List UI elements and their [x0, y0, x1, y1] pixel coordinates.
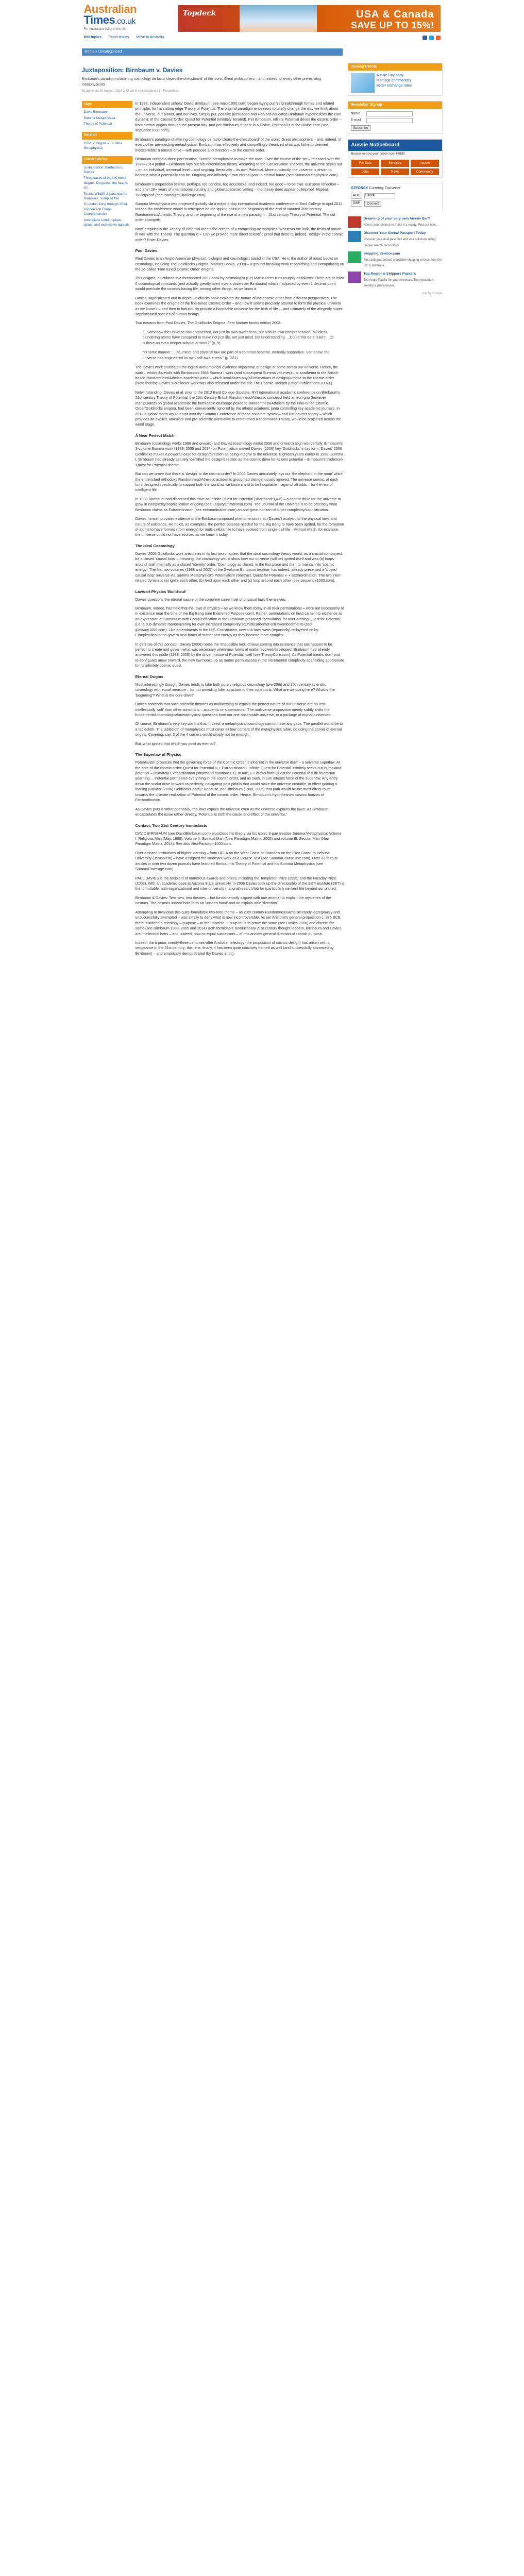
- noticeboard-title[interactable]: Aussie Noticeboard: [348, 140, 442, 151]
- events-image: [351, 73, 375, 93]
- paragraph: This enigma, elucidated in a foreshorted 2007 book by cosmologist (Sir) Martin Rees runs roughly as follows: There are at least 6 cosmological constants (and actually greatly over) over a dozen per Birnbaum) which if adjusted by even 1 decimal point would preclude the cosmos having life, among other things, as we know it.: [135, 276, 344, 292]
- twitter-icon[interactable]: [429, 36, 434, 40]
- post-title: Juxtaposition: Birnbaum v. Davies: [81, 66, 183, 74]
- promo-title[interactable]: Dreaming of your very own Aussie Bar?: [363, 217, 430, 221]
- events-box: [348, 63, 443, 96]
- paragraph: Davies questions the eternal nature of the complete current set of physical laws themselves.: [135, 597, 286, 602]
- article-body: [136, 101, 345, 960]
- currency-converter: [348, 183, 442, 211]
- logo-line2: Times: [83, 13, 115, 26]
- promo-image: [348, 251, 361, 263]
- facebook-icon[interactable]: [422, 36, 427, 40]
- promo-title[interactable]: Shipping Service.com: [363, 251, 400, 256]
- logo-domain: .co.uk: [115, 17, 136, 26]
- promo-image: [348, 231, 361, 242]
- to-currency-select[interactable]: GBP: [351, 200, 363, 207]
- paragraph: Birnbaum & Davies: Two men, two theories – but fundamentally aligned with one another to explain the mysteries of the cosmos. The cosmos indeed hold forth an 'unseen hand' and an explain-able 'direction'.: [135, 895, 331, 906]
- section-heading: A Near Perfect Match: [135, 433, 175, 438]
- tags-list: [82, 108, 132, 129]
- paragraph: Summa Metaphysica was projected globally via a major 4-day international Academic conference at Bard College in April 2012. Indeed the conference would in retrospect be the tipping point in the beginning-of-the-end of vaunted 20th century Randomness/Atheistic Theory, and the beginning of the rise of a new paradigm – 21st century Theory of Potential. The cut order changeth.: [135, 201, 344, 223]
- events-content: [348, 71, 442, 95]
- nav-move-to-australia[interactable]: Move to Australia: [136, 36, 164, 40]
- newsletter-form: [348, 109, 442, 133]
- paragraph: In 1988, independent scholar David Birnbaum (see major1000.com) began laying out his breakthrough formal and related principles for his cutting edge Theory of Potential. The original paradigm endeavors to briefly change the way we think about the universe, our planet, and our lives. Simply put, positive persuaded and Harvard-educated Birnbaum hypothesizes the core dynamic of the Cosmic Order: Quest for Potential (infinitely iterated). Per Birnbaum, infinite Potential drives the cosmic order – from eternal origins through the present day. And per Birnbaum, if there is a Divine, Potential is at the Divine core (see sequence1000.com).: [135, 101, 342, 133]
- paragraph: Davies contends that such scientific theories as multiversing to explain the perfect nature of our universe are no less intellectually 'soft' than other constructs – academic or supernatural. The multiverse proposition merely subtly shifts the fundamental cosmological/metaphysical questions from our one observable universe, to a package of myriad universes.: [135, 702, 331, 717]
- email-label: E-mail: [350, 118, 361, 123]
- converter-subtitle: Currency Converter: [369, 187, 401, 191]
- promo-title[interactable]: Top Regional Shippers Packers: [363, 272, 416, 276]
- nav-hot-topics[interactable]: Hot topics: [83, 36, 102, 40]
- paragraph: Davies' 2006 Goldilocks work articulates in its last two chapters that the ideal cosmology theory would, as a crucial component, be a closed 'causal loop' – meaning, the cosmology would show how our universe (will be) ignited itself and was (b) loops-around itself internally as a closed 'eternity' order. 'Cosmology as closed: in the first place and then to maintain' its 'cosmic energy'. The first two volumes (1988 and 2005) of the 3-volume Birnbaum treatise, has indeed, already presented a 'closed causal loop' universe via Summa Metaphysica's Potentialism construct. Quest for Potential ∞ + Extraordination. The two inter-related dynamics (a) ignite each other, (b) feed upon each other and (c) loop around each other (see sequence1000.com).: [135, 551, 343, 583]
- section-heading: The Superlaw of Physics: [135, 752, 181, 757]
- latest-item[interactable]: Juxtaposition: Birnbaum v. Davies: [83, 165, 123, 174]
- logo-line1: Australian: [83, 3, 137, 15]
- tag-item[interactable]: Theory of Potential: [83, 122, 112, 126]
- site-logo[interactable]: [83, 3, 156, 31]
- logo-tagline: For Australians living in the UK: [83, 28, 126, 31]
- promo-item[interactable]: [348, 272, 443, 289]
- noticeboard-category[interactable]: Travel: [381, 168, 409, 175]
- header-ad-banner[interactable]: [178, 5, 441, 32]
- post-lead: Birnbaum's paradigm-shattering cosmology de facto 'clears-the-chessboard' of the iconic Great philosophers – and, indeed, of every other pre-existing metaphysicists.: [81, 77, 322, 87]
- noticeboard-box: [348, 139, 443, 178]
- paragraph: Davies' sophisticated and in-depth Goldilocks book explores the nature of the cosmic order from different perspectives. The book examines the enigma of the fine-tuned Cosmic Order – and how it seems precisely attuned to form the physical universe as we know it – and then to fortuitously provide a hospitable universe for the birth of life ... and ultimately of the allegedly super-sophisticated species of human beings.: [135, 295, 344, 316]
- breadcrumb-section[interactable]: Uncategorised: [98, 50, 122, 54]
- noticeboard-category[interactable]: For Sale: [351, 160, 380, 166]
- tag-item[interactable]: Summa Metaphysica: [83, 116, 115, 120]
- paragraph: Of course, Birnbaum's very key point is that, indeed, a metaphysics/cosmology cannot have any gaps. The parallel would be to a tablecloth. The tablecloth of metaphysics must cover all four corners of the metaphysics table, including the corner of eternal origins. Covering, say, 3 of the 4 corners would simply not be enough.: [135, 721, 343, 737]
- banner-photo: [240, 5, 317, 32]
- section-heading: The Ideal Cosmology: [135, 543, 175, 548]
- breadcrumb-home[interactable]: Home: [84, 50, 95, 54]
- sponsored-links: [348, 216, 443, 296]
- section-heading: Eternal Origins: [135, 674, 163, 679]
- tags-heading: Tags: [82, 101, 132, 108]
- email-field[interactable]: [366, 118, 413, 123]
- left-sidebar: [82, 101, 132, 230]
- post-meta: By admin on 20 August, 2014 3:42 am in Uncategorised | 0 Responses: [81, 89, 179, 93]
- promo-image: [348, 216, 361, 228]
- breadcrumb-sep: »: [94, 50, 98, 54]
- paragraph: Birnbaum (cosmology works 1988 and onward) and Davies (cosmology works 2006 and onward) align wonderfully. Birnbaum's 3-volume Summa work (1988, 2005 and 2014) on Potentialism moved Davies (2006) key 'Goldilocks' in lay form: Davies' 2006 Goldilocks makes a powerful case for design/direction as being integral to the universe. Eighteen years earlier in 1988, Summa I, Birnbaum had already astutely identified the design/direction as the cosmic drive for its own potential – Birnbaum's trademark 'Quest for Potential' theme.: [135, 440, 344, 467]
- paragraph: Attempting to invalidate this quite-formidable two-tone theme – as 20th century Randomness/Atheism rarely, egregiously and unsuccessfully attempted – was simply to deny what is now incontrovertible. As per Aristotle's general proposition c. 375 BCE, there is indeed a teleology – purpose – to the universe. It is up to us to prove the same (see Davies 2006) and discern the same (see Birnbaum 1988, 2005 and 2014) Both formidable revolutionary 21st century thought leaders, Birnbaum and Davies, are intellectual heirs – and, indeed, now co-equal successors – of this ancient general direction of cosmic purpose.: [135, 909, 343, 936]
- noticeboard-category[interactable]: Jobs: [351, 168, 380, 175]
- section-heading: Contact: Two 21st Century Iconoclasts: [135, 823, 208, 828]
- paragraph: Over a dozen institutions of higher learning – from UCLA on the West Coast, to Brandeis on the East Coast, to Hebrew University (Jerusalem) – have assigned the landmark work as a Course Text (see SummaCourseText.com). Over 33 feature articles in over two dozen journals have featured Birnbaum's Theory of Potential and his Summa Metaphysica (see SummaCoverage.com).: [135, 850, 338, 872]
- events-list: [377, 73, 412, 93]
- noticeboard-category[interactable]: Accom: [411, 160, 439, 166]
- related-heading: Related: [82, 132, 132, 139]
- paragraph: Notwithstanding, Davies et al. prior to the 2012 Bard College (Upstate, NY) international academic conference on Birnbaum's 21st century Theory of Potential, the 20th Century British Randomness/Atheistic construct held an iron grip (however manipulated) on global academia: the formidable challenge posed to Randomness/Atheism by the Fine-tuned Cosmic Order/Goldilocks enigma, had been 'conveniently' ignored by the atheist academic junta controlling key academic journals. In 2012 a global storm would erupt over the Summa Conference of those concrete syntax – and Birnbaum's theory – which provides an explicit, articulate and pro-scientific alternative to entrenched Randomness Theory, would be projected across the world stage.: [135, 389, 341, 427]
- promo-item[interactable]: [348, 251, 443, 268]
- paragraph: Davies himself provides evidence of the Birnbaum-proposed phenomenon in his (Davies') analysis of the physical laws and nature of existence. He holds, as examples, the perfect balance needed for the Big Bang to have been ignited, for the formation of atoms to have formed (from energy) for multi-cellular life to have evolved from single-cell life – without which, for example, the universe could not have evolved as we know it today.: [135, 516, 344, 537]
- paragraph: In defense of this concept, Davies (2006) notes the 'impossible luck' of laws coming into existence that just happen to be perfect to create and govern what was necessary when new forms of matter evolved/developed. Birnbaum had already answered this riddle (1988, 2005) by the driven nature of Potential itself (see TheoryCore.com). As Potential breaks itself and re-configures anew onward, the new law hooks-up as matter permutations in the incremental complexity-scaffolding appropriate for its infinitely cosmic quest.: [135, 641, 344, 668]
- promo-item[interactable]: [348, 231, 443, 248]
- events-heading: Coming Events: [348, 63, 442, 71]
- social-links: [422, 36, 443, 40]
- banner-offer: SAVE UP TO 15%!: [350, 20, 434, 30]
- paragraph: DAVID BIRNBAUM (see DavidBirnbaum.com) elucidates his theory via his iconic 3-part treatise Summa Metaphysica: Volume I, Religious Man (May, 1988); Volume II, Spiritual Man (New Paradigm Matrix, 2005) and volume III: Secular Man (New Paradigm Matrix, 2014). See also NewParadigm1000.com.: [135, 831, 342, 846]
- paragraph: Birnbaum's proposition seems, perhaps, too concise, too accessible, and indeed, too good – to be true. But upon reflection – and after 20+ years of international scrutiny and global academic vetting – the theory does appear bulletproof. Repeat: 'Bulletproof' (see ParadigmChallenge.com).: [135, 181, 340, 197]
- paragraph: Now, empirically the Theory of Potential meets the criteria of a compelling metaphysics. Wherever we look, the fields of nature fit well with the Theory. The question is – Can we provide more direct scientific proof that there is, indeed, 'design' in the cosmic order? Enter Davies.: [135, 226, 344, 242]
- breadcrumb: [82, 48, 343, 56]
- paragraph: The Davies work elucidates the logical and empirical evidence imperative of design of some sort to our universe. Hence, the work – which dovetails with Birnbaum's 1988 Summa I work (and subsequent Summa volumes) – is anathema to the British-based Randomness/Atheism academic junta – which invalidates any/all intimations of design/purpose to the cosmic order. (Note that the Davies 'Goldilocks' work was also released under the title The Cosmic Jackpot (Orion Publications 2007).): [135, 365, 339, 386]
- name-label: Name: [350, 112, 361, 116]
- paragraph: But, what ignited that which you posit as eternal?: [135, 741, 216, 746]
- subscribe-button[interactable]: Subscribe: [351, 125, 371, 131]
- right-sidebar: [348, 63, 443, 296]
- noticeboard-subtitle: Browse or post your notice now! FREE!: [351, 152, 405, 156]
- top-nav: [82, 34, 443, 42]
- event-link[interactable]: Aussie Day party: [376, 74, 404, 78]
- paragraph: Paul Davies is an Anglo-American physicist, biologist and cosmologist based in the USA. He is the author of noted books on cosmology, including The Goldilocks Enigma (Mariner Books, 2008) – a ground-breaking work researching and extrapolating on the so-called 'Fine-tuned Cosmic Order' enigma.: [135, 256, 344, 272]
- paragraph: Birnbaum, indeed, has held that the laws of physics – as we know them today in all their permutations – were not necessarily all in existence near the time of the Big Bang (see ExamineofPurpose.com). Rather, permutations on laws came into existence as an expression of Continuum with Complexification in the Birnbaum-proposed 'formulation' for over-arching Quest for Potential; (i.e. a sub-dynamic manoeuvering for ever-increased complexity/sophistication/ref-ertility/embodiments (see glossary1000.com). Like amendments to the U.S. Constitution, new sub-laws were (reportedly) re-layered on by Complexification to govern new forms of matter and energy as they became more complex.: [135, 605, 345, 638]
- latest-item[interactable]: 3 London living through 2014 London Top Fringe Comprehensive: [83, 202, 127, 216]
- section-heading: Paul Davies: [135, 248, 158, 253]
- nav-expat-issues[interactable]: Expat issues: [108, 36, 129, 40]
- section-heading: Laws-of-Physics 'Build-out': [135, 589, 187, 594]
- from-currency-select[interactable]: AUD: [351, 193, 363, 199]
- paragraph: In 1988 Birnbaum had discerned this drive as infinite Quest for Potential (shorthand: Q4P) – a cosmic drive for the universe to grow in complexity/sophistication ongoing (see LegacyOfPotential.com). The Journal of the Universe is to be precisely what Birnbaum claims as Extraordination (see extraordination.com) an anti-great horizon of super complexity/sophistication.: [135, 496, 341, 512]
- rss-icon[interactable]: [436, 36, 441, 40]
- newsletter-box: [348, 101, 443, 134]
- paragraph: Birnbaum's paradigm-shattering cosmology de facto 'clears-the-chessboard' of the iconic Great philosophers – and, indeed, of every other pre-existing metaphysical. Birnbaum has effectively and compellingly theorized what was hitherto deemed indiscernible: a natural drive – with purpose and direction – to the cosmic order.: [135, 137, 342, 152]
- latest-item[interactable]: Australians London plans splash and expressive appeals: [83, 218, 130, 227]
- quote: "...Somehow the universe has engineered, not just its own awareness, but also its own comprehension. Mindless, blundering atoms have conspired to make not just life, not just mind, but understanding. ...Could this be a fluke? ...Or is there an even deeper subplot at work?" (p. 5): [142, 329, 334, 345]
- ads-by-label: Ads by Google: [422, 292, 443, 296]
- promo-item[interactable]: [348, 216, 443, 228]
- banner-brand: Topdeck: [182, 9, 216, 18]
- ozforex-logo: OZFOREX: [350, 187, 368, 191]
- promo-text: Now is your chance to make it a reality. Find out how...: [363, 224, 438, 227]
- paragraph: Most interestingly though, Davies tends to take both purely religious cosmology (pre-20th) and 20th century scientific cosmology with equal measure – for not providing fuller structure to their constructs. What are we doing here? What is the 'beginning'? What is the core drive?: [135, 682, 335, 698]
- related-item[interactable]: Cosmic Origins & Summa Metaphysica: [83, 141, 122, 150]
- event-link[interactable]: Marriage commentary: [376, 79, 412, 83]
- currency-converter-box: [348, 183, 443, 211]
- promo-image: [348, 272, 361, 283]
- paragraph: Potentialism proposes that the governing force of the Cosmic Order is inherent in the universe itself – a universe superlaw. At the core of the cosmic order: Quest for Potential ∞ + Extraordination. Infinite Quest for Potential infinitely seeks out its maximal potential – ultimately Extraordination (shorthand notation: E+). In turn, E+ draws forth Quest for Potential to fulfil its eternal yearning ... Potential permeates everything in the cosmic order, and as such, in turn infuses force of the superlaw. Any entry down the scalar drive forward as perfectly, navigating past pitfalls that would make the universe unstable, in effect gaining a leaning (Davies' (2006) Goldilocks path)? Because, per Birnbaum (1988, 2005) that path would be the most direct route towards the ultimate realization of Potential of the cosmic order. Hence, Birnbaum's hypothesised cosmic horizon of Extraordination.: [135, 760, 343, 803]
- latest-item[interactable]: Tourist Wildlife & pass via the Ramblers: 'Jump' to flat.: [83, 192, 128, 201]
- paragraph: PAUL DAVIES is the recipient of numerous awards and prizes, including the Templeton Prize (1995) and the Faraday Prize (2002). With an academic base at Arizona State University, in 2006 Davies took up the directorship of the SETI institute (SETI is the formidable multi-organizational and inter-university (national) search/lab for (particularly sentient life beyond our planet).: [135, 875, 345, 891]
- noticeboard-categories: [348, 158, 442, 177]
- noticeboard-category[interactable]: Services: [381, 160, 409, 166]
- paragraph: Birnbaum crafted a three-part treatise, Summa Metaphysica to make the case. Over the course of the set – released over the 1988–2014 period – Birnbaum lays out his Potentialism theory. According to the Conservation Theorist, the universe seeks out – on an individual, universal level – and ongoing. Iteratively – its own Potential. More succinctly, the universe is driven to become what it potentially can be. Ongoing and infinitely. From eternal past to eternal future (see SummaMetaphysica.com).: [135, 156, 342, 178]
- paragraph: Two extracts from Paul Davies, The Goldilocks Enigma. First Mariner books edition 2008:: [135, 320, 281, 326]
- convert-button[interactable]: Convert: [364, 201, 381, 207]
- newsletter-heading: Newsletter Signup: [348, 101, 442, 109]
- quote: "In some manner ... life, mind, and physical law are part of a common scheme, mutually supportive. Somehow, the universe has engineered its own self-awareness." (p. 231): [142, 350, 330, 360]
- noticeboard-category[interactable]: Community: [411, 168, 439, 175]
- amount-input[interactable]: [364, 193, 395, 198]
- name-field[interactable]: [366, 111, 413, 116]
- promo-text: Fast and guaranteed affordable shipping service from the UK to Australia.: [363, 258, 442, 268]
- latest-list: [82, 164, 132, 230]
- event-link[interactable]: Better exchange rates: [376, 84, 412, 88]
- promo-title[interactable]: Discover Your Global Passport Today: [363, 231, 426, 235]
- tag-item[interactable]: David Birnbaum: [83, 110, 108, 114]
- promo-text: Top Anglo-Pacific for your removals. Top reputation: friendly & professional.: [363, 278, 434, 288]
- site-header: [82, 0, 443, 34]
- related-list: [82, 140, 132, 154]
- paragraph: As Davies puts it rather poetically, 'the laws explain the universe even as the universe explains the laws.' As Birnbaum encapsulates the issue rather directly, 'Potential is both the cause and effect of the universe.': [135, 806, 329, 817]
- latest-item[interactable]: Three cases of the UK home fatigue: 'Do guess, the heat is on': [83, 176, 128, 190]
- promo-text: Discover your dual passport and visa solutions using unique search technology.: [363, 238, 436, 247]
- latest-heading: Latest Stories: [82, 156, 132, 163]
- paragraph: Indeed, the a priori, twenty-three centuries-after Aristotle, teleology (the proposition of cosmic design) has arisen with a vengeance in the 21st century; this time, finally, it has been quite concisely framed as well (and successfully advanced by Birnbaum) – and empirically demonstrated (by Davies et al.).: [135, 940, 334, 956]
- page: [81, 0, 443, 956]
- paragraph: But can we prove that there is 'design' to the cosmic order? In 2006 Davies articulately lays out 'the elephant in the room' which the entrenched orthodoxy Randomness/Atheistic academic group had disingenuously ignored. The universe seems, at each turn, designed specifically to support both the world as we know it and to be hospitable – against all odds – for the rise of intelligent life.: [135, 471, 344, 493]
- banner-headline: USA & Canada: [356, 9, 434, 20]
